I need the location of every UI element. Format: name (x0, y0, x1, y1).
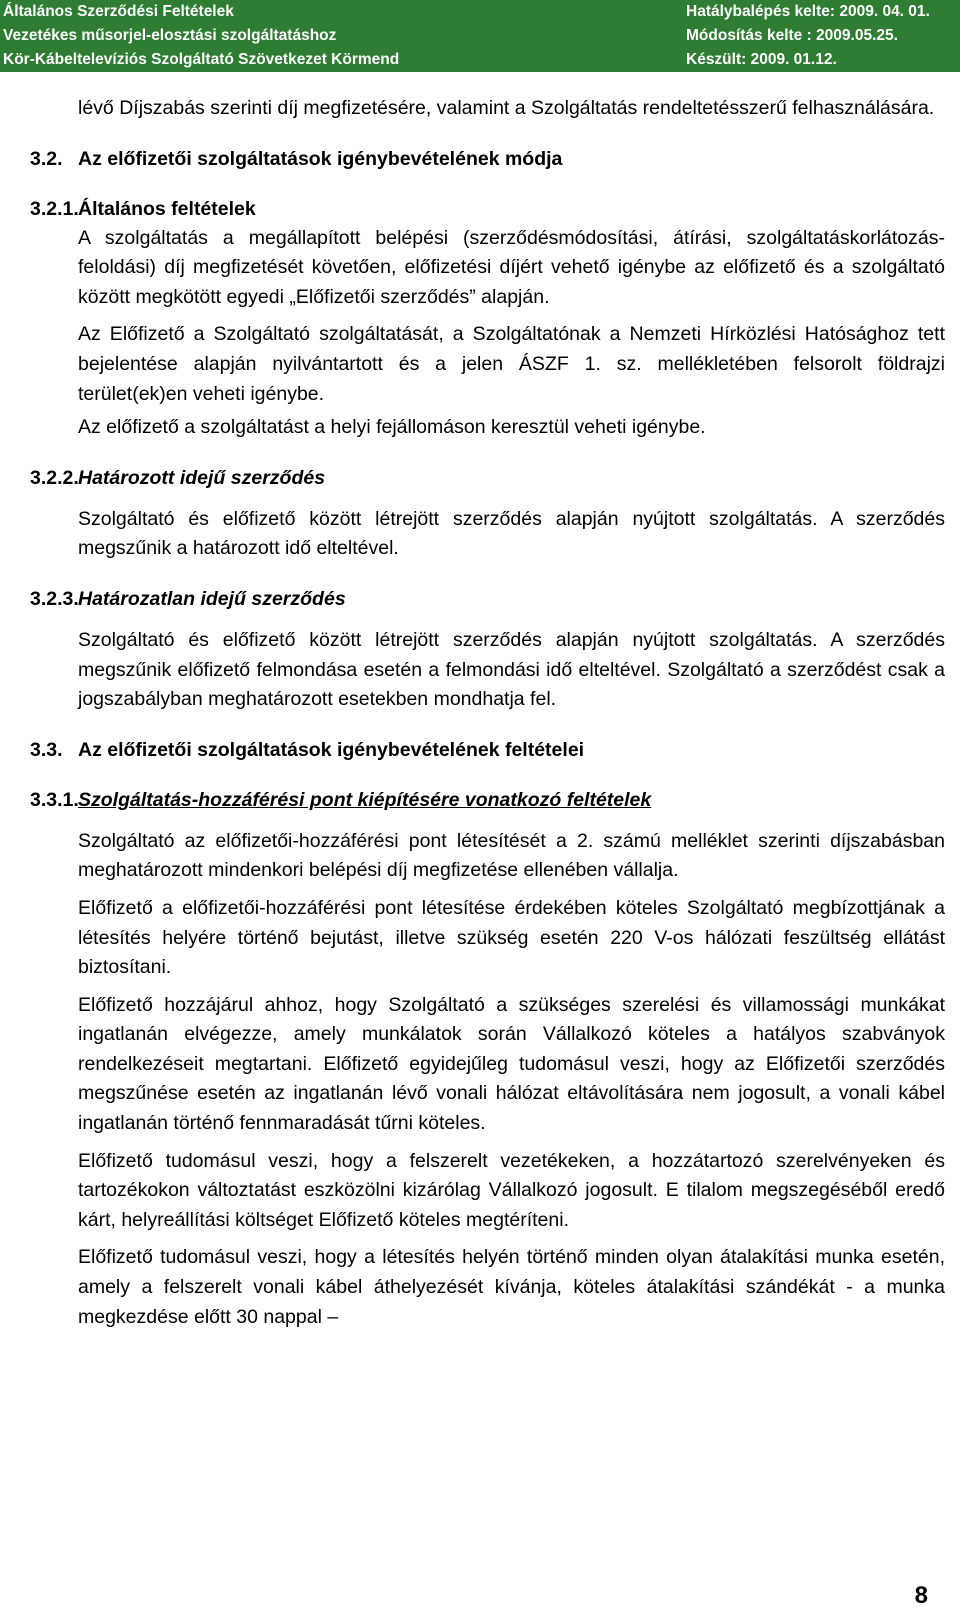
paragraph: Előfizető a előfizetői-hozzáférési pont létesítése érdekében köteles Szolgáltató megbízottjának a létesítés helyére történő bejutást, illetve szükség esetén 220 V-os hálózati feszültség ellátást biztosítani. (78, 896, 945, 979)
paragraph: Szolgáltató és előfizető között létrejött szerződés alapján nyújtott szolgáltatás. A szerződés megszűnik a határozott idő elteltével. (78, 507, 945, 560)
section-title: Határozott idejű szerződés (78, 466, 326, 489)
section-number: 3.3.1. (30, 788, 79, 811)
header-subtitle: Vezetékes műsorjel-elosztási szolgáltatáshoz (3, 27, 337, 44)
section-3-2-1-heading (30, 194, 945, 224)
header-effective-date: Hatálybalépés kelte: 2009. 04. 01. (686, 3, 930, 20)
paragraph: A szolgáltatás a megállapított belépési (szerződésmódosítási, átírási, szolgáltatáskorlátozás-feloldási) díj megfizetését követően, előfizetési díjért vehető igénybe az előfizető és a szolgáltató között megkötött egyedi „Előfizetői szerződés” alapján. (78, 226, 945, 308)
page-number: 8 (914, 1582, 928, 1609)
header-created-date: Készült: 2009. 01.12. (686, 51, 837, 68)
section-3-2-heading (30, 144, 945, 174)
section-number: 3.2. (30, 147, 63, 170)
paragraph: Az Előfizető a Szolgáltató szolgáltatását, a Szolgáltatónak a Nemzeti Hírközlési Hatósághoz tett bejelentése alapján nyilvántartott és a jelen ÁSZF 1. sz. mellékletében felsorolt földrajzi terület(ek)en veheti igénybe. (78, 323, 945, 405)
header-title: Általános Szerződési Feltételek (3, 3, 234, 20)
section-title: Szolgáltatás-hozzáférési pont kiépítésére vonatkozó feltételek (78, 788, 652, 811)
section-3-2-3-heading (30, 584, 945, 614)
section-number: 3.2.1. (30, 197, 79, 220)
paragraph: Szolgáltató és előfizető között létrejött szerződés alapján nyújtott szolgáltatás. A szerződés megszűnik előfizető felmondása esetén a felmondási idő elteltével. Szolgáltató a szerződést csak a jogszabályban meghatározott esetekben mondhatja fel. (78, 628, 945, 711)
header-row-1 (3, 0, 958, 24)
paragraph: Szolgáltató az előfizetői-hozzáférési pont létesítését a 2. számú melléklet szerinti díjszabásban meghatározott mindenkori belépési díj megfizetése ellenében vállalja. (78, 829, 945, 882)
section-number: 3.3. (30, 738, 63, 761)
paragraph: Előfizető tudomásul veszi, hogy a felszerelt vezetékeken, a hozzátartozó szerelvényeken és tartozékokon változtatást eszközölni kizárólag Vállalkozó jogosult. E tilalom megszegéséből eredő kárt, helyreállítási költséget Előfizető köteles megtéríteni. (78, 1149, 945, 1231)
paragraph: Előfizető hozzájárul ahhoz, hogy Szolgáltató a szükséges szerelési és villamossági munkákat ingatlanán elvégezze, amely munkálatok során Vállalkozó köteles a hatályos szabványok rendelkezéseit megtartani. Előfizető egyidejűleg tudomásul veszi, hogy az Előfizetői szerződés megszűnése esetén az ingatlanán lévő vonali hálózat eltávolítására nem jogosult, a vonali kábel ingatlanán történő fennmaradását tűrni köteles. (78, 993, 945, 1135)
header-row-2 (3, 24, 958, 48)
header-modified-date: Módosítás kelte : 2009.05.25. (686, 27, 898, 44)
paragraph: Az előfizető a szolgáltatást a helyi fejállomáson keresztül veheti igénybe. (78, 416, 706, 439)
document-header (0, 0, 960, 72)
header-row-3 (3, 48, 958, 72)
section-title: Általános feltételek (78, 197, 256, 220)
section-3-3-heading (30, 735, 945, 765)
section-3-3-1-heading (30, 785, 945, 815)
header-organization: Kör-Kábeltelevíziós Szolgáltató Szövetkezet Körmend (3, 51, 400, 68)
paragraph: Előfizető tudomásul veszi, hogy a létesítés helyén történő minden olyan átalakítási munka esetén, amely a felszerelt vonali kábel áthelyezését kívánja, köteles átalakítási szándékát - a munka megkezdése előtt 30 nappal – (78, 1246, 945, 1328)
document-body (30, 94, 945, 1332)
section-number: 3.2.3. (30, 587, 79, 610)
section-title: Az előfizetői szolgáltatások igénybevételének feltételei (78, 738, 585, 761)
section-title: Az előfizetői szolgáltatások igénybevételének módja (78, 147, 563, 170)
section-number: 3.2.2. (30, 466, 79, 489)
section-3-2-2-heading (30, 463, 945, 493)
intro-paragraph: lévő Díjszabás szerinti díj megfizetésére, valamint a Szolgáltatás rendeltetésszerű felhasználására. (78, 97, 935, 119)
section-title: Határozatlan idejű szerződés (78, 587, 346, 610)
